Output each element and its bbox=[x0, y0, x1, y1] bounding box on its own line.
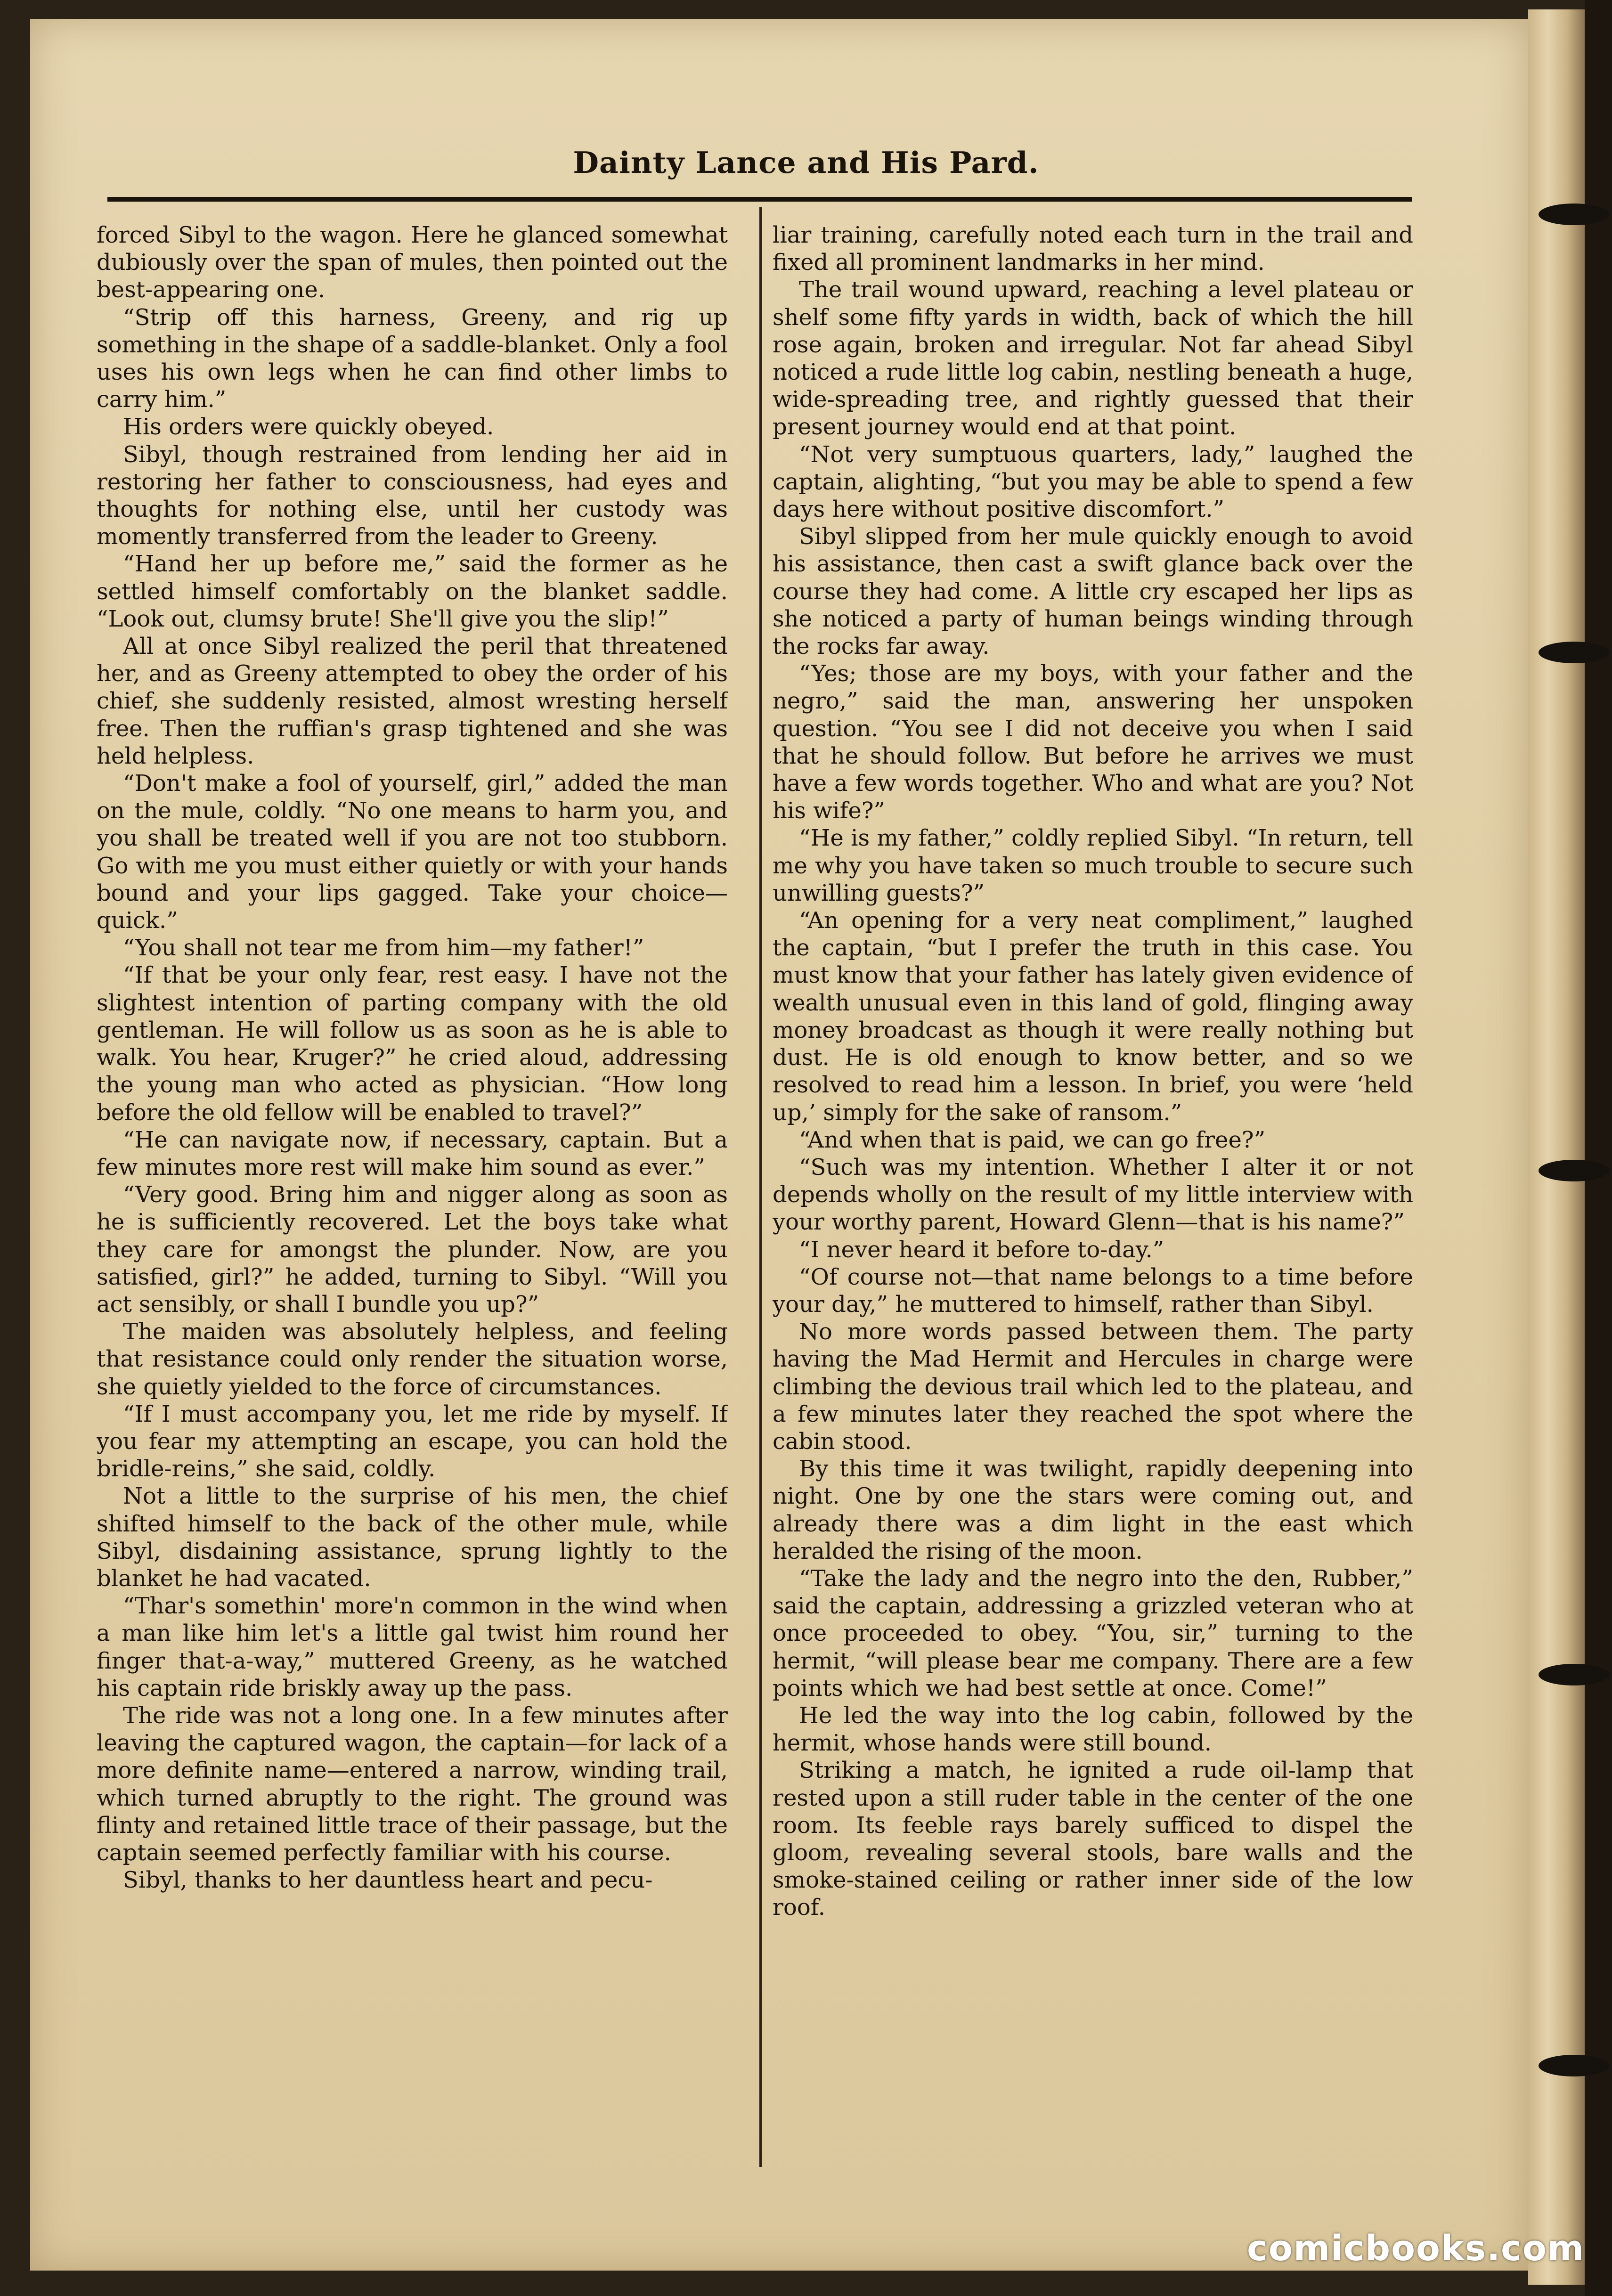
binding-spine bbox=[1528, 9, 1585, 2285]
header-rule bbox=[107, 197, 1412, 202]
spine-edge bbox=[1585, 0, 1612, 2296]
staple-mark bbox=[1539, 642, 1609, 663]
paragraph: Sibyl, though restrained from lending her aid in restoring her father to consciousness, had eyes and thoughts for nothing else, until her custody was momently transferred from the leader to Greeny. bbox=[97, 441, 728, 550]
paragraph: liar training, carefully noted each turn in the trail and fixed all prominent landmarks in her mind. bbox=[773, 222, 1413, 276]
paragraph: “He is my father,” coldly replied Sibyl. “In return, tell me why you have taken so much trouble to secure such unwilling guests?” bbox=[773, 825, 1413, 906]
column-divider bbox=[759, 207, 762, 2167]
paragraph: “Such was my intention. Whether I alter it or not depends wholly on the result of my little interview with your worthy parent, Howard Glenn—that is his name?” bbox=[773, 1154, 1413, 1236]
paragraph: “If that be your only fear, rest easy. I have not the slightest intention of parting company with the old gentleman. He will follow us as soon as he is able to walk. You hear, Kruger?” he cried aloud, addressing the young man who acted as physician. “How long before the old fellow will be enabled to travel?” bbox=[97, 962, 728, 1126]
paragraph: “An opening for a very neat compliment,” laughed the captain, “but I prefer the truth in this case. You must know that your father has lately given evidence of wealth unusual even in this land of gold, flinging away money broadcast as though it were really nothing but dust. He is old enough to know better, and so we resolved to read him a lesson. In brief, you were ‘held up,’ simply for the sake of ransom.” bbox=[773, 907, 1413, 1126]
left-text-column bbox=[97, 221, 728, 2172]
paragraph: “If I must accompany you, let me ride by myself. If you fear my attempting an escape, you can hold the bridle-reins,” she said, coldly. bbox=[97, 1400, 728, 1482]
paragraph: “Take the lady and the negro into the den, Rubber,” said the captain, addressing a grizzled veteran who at once proceeded to obey. “You, sir,” turning to the hermit, “will please bear me company. There are a few points which we had best settle at once. Come!” bbox=[773, 1565, 1413, 1702]
paragraph: The ride was not a long one. In a few minutes after leaving the captured wagon, the captain—for lack of a more definite name—entered a narrow, winding trail, which turned abruptly to the right. The ground was flinty and retained little trace of their passage, but the captain seemed perfectly familiar with his course. bbox=[97, 1702, 728, 1866]
paragraph: “Not very sumptuous quarters, lady,” laughed the captain, alighting, “but you may be able to spend a few days here without positive discomfort.” bbox=[773, 441, 1413, 523]
paragraph: Striking a match, he ignited a rude oil-lamp that rested upon a still ruder table in the center of the one room. Its feeble rays barely sufficed to dispel the gloom, revealing several stools, bare walls and the smoke-stained ceiling or rather inner side of the low roof. bbox=[773, 1757, 1413, 1921]
paragraph: forced Sibyl to the wagon. Here he glanced somewhat dubiously over the span of mules, then pointed out the best-appearing one. bbox=[97, 222, 728, 303]
right-text-column bbox=[773, 221, 1413, 2172]
paragraph: Not a little to the surprise of his men, the chief shifted himself to the back of the other mule, while Sibyl, disdaining assistance, sprung lightly to the blanket he had vacated. bbox=[97, 1483, 728, 1592]
paragraph: “Don't make a fool of yourself, girl,” added the man on the mule, coldly. “No one means to harm you, and you shall be treated well if you are not too stubborn. Go with me you must either quietly or with your hands bound and your lips gagged. Take your choice—quick.” bbox=[97, 770, 728, 934]
paragraph: “Yes; those are my boys, with your father and the negro,” said the man, answering her unspoken question. “You see I did not deceive you when I said that he should follow. But before he arrives we must have a few words together. Who and what are you? Not his wife?” bbox=[773, 660, 1413, 824]
paragraph: The trail wound upward, reaching a level plateau or shelf some fifty yards in width, back of which the hill rose again, broken and irregular. Not far ahead Sibyl noticed a rude little log cabin, nestling beneath a huge, wide-spreading tree, and rightly guessed that their present journey would end at that point. bbox=[773, 277, 1413, 440]
paragraph: “Strip off this harness, Greeny, and rig up something in the shape of a saddle-blanket. Only a fool uses his own legs when he can find other limbs to carry him.” bbox=[97, 304, 728, 413]
paragraph: “Very good. Bring him and nigger along as soon as he is sufficiently recovered. Let the boys take what they care for amongst the plunder. Now, are you satisfied, girl?” he added, turning to Sibyl. “Will you act sensibly, or shall I bundle you up?” bbox=[97, 1181, 728, 1318]
staple-mark bbox=[1539, 204, 1609, 225]
paragraph: By this time it was twilight, rapidly deepening into night. One by one the stars were coming out, and already there was a dim light in the east which heralded the rising of the moon. bbox=[773, 1456, 1413, 1564]
running-head-title: Dainty Lance and His Pard. bbox=[573, 145, 1039, 180]
paragraph: “He can navigate now, if necessary, captain. But a few minutes more rest will make him sound as ever.” bbox=[97, 1126, 728, 1181]
paragraph: All at once Sibyl realized the peril that threatened her, and as Greeny attempted to obey the order of his chief, she suddenly resisted, almost wresting herself free. Then the ruffian's grasp tightened and she was held helpless. bbox=[97, 633, 728, 769]
paragraph: Sibyl slipped from her mule quickly enough to avoid his assistance, then cast a swift glance back over the course they had come. A little cry escaped her lips as she noticed a party of human beings winding through the rocks far away. bbox=[773, 523, 1413, 660]
paragraph: Sibyl, thanks to her dauntless heart and pecu- bbox=[123, 1867, 653, 1894]
paragraph: His orders were quickly obeyed. bbox=[123, 414, 494, 440]
watermark: comicbooks.com bbox=[1247, 2228, 1585, 2269]
paragraph: “Of course not—that name belongs to a time before your day,” he muttered to himself, rather than Sibyl. bbox=[773, 1263, 1413, 1318]
staple-mark bbox=[1539, 1160, 1609, 1181]
staple-mark bbox=[1539, 2055, 1609, 2076]
paragraph: He led the way into the log cabin, followed by the hermit, whose hands were still bound. bbox=[773, 1702, 1413, 1757]
paragraph: “And when that is paid, we can go free?” bbox=[799, 1126, 1266, 1153]
paragraph: “I never heard it before to-day.” bbox=[799, 1236, 1164, 1263]
paragraph: No more words passed between them. The party having the Mad Hermit and Hercules in charge were climbing the devious trail which led to the plateau, and a few minutes later they reached the spot where the cabin stood. bbox=[773, 1319, 1413, 1455]
paragraph: “You shall not tear me from him—my father!” bbox=[123, 935, 644, 961]
paragraph: The maiden was absolutely helpless, and feeling that resistance could only render the situation worse, she quietly yielded to the force of circumstances. bbox=[97, 1319, 728, 1400]
paragraph: “Thar's somethin' more'n common in the wind when a man like him let's a little gal twist him round her finger that-a-way,” muttered Greeny, as he watched his captain ride briskly away up the pass. bbox=[97, 1593, 728, 1702]
paragraph: “Hand her up before me,” said the former as he settled himself comfortably on the blanket saddle. “Look out, clumsy brute! She'll give you the slip!” bbox=[97, 551, 728, 632]
staple-mark bbox=[1539, 1664, 1609, 1685]
